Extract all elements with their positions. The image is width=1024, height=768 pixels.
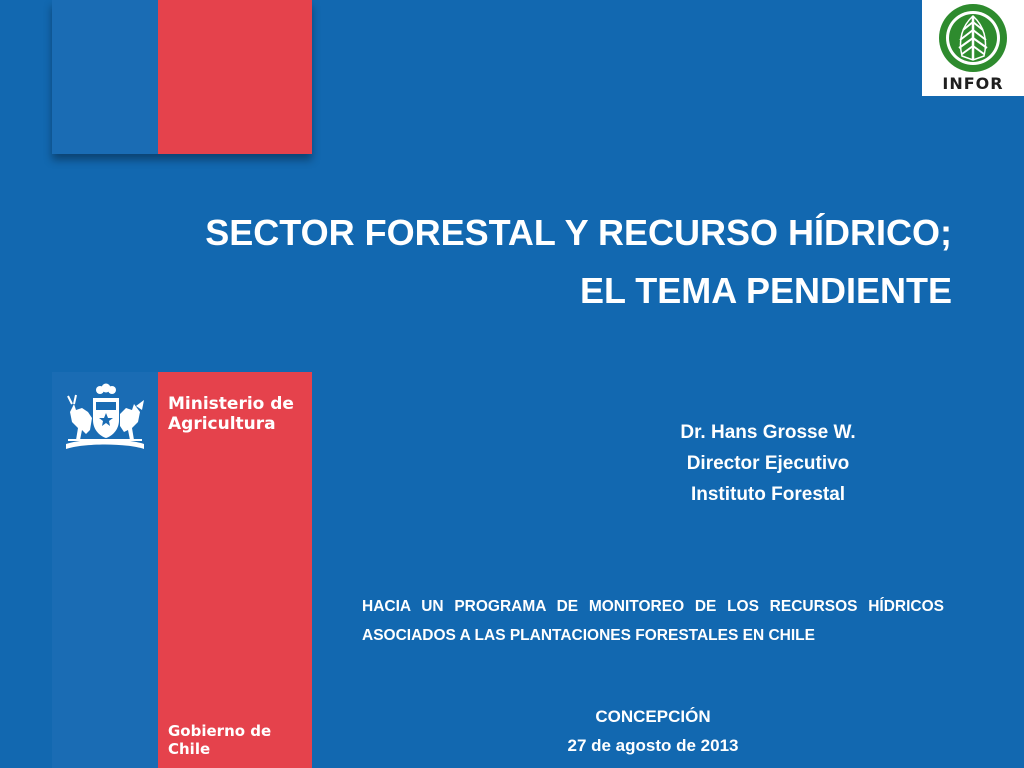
- ministry-banner: [52, 372, 312, 768]
- author-name: Dr. Hans Grosse W.: [680, 422, 856, 443]
- event-date: 27 de agosto de 2013: [567, 736, 739, 755]
- page-title: [72, 204, 952, 320]
- program-description: HACIA UN PROGRAMA DE MONITOREO DE LOS RECURSOS HÍDRICOS ASOCIADOS A LAS PLANTACIONES FORESTALES EN CHILE: [362, 598, 944, 644]
- title-line-1: SECTOR FORESTAL Y RECURSO HÍDRICO;: [205, 212, 952, 253]
- government-name: Gobierno de Chile: [168, 722, 272, 758]
- author-organization: Instituto Forestal: [690, 484, 846, 505]
- ministry-name: Ministerio de Agricultura: [168, 394, 294, 434]
- event-location: CONCEPCIÓN: [595, 707, 711, 726]
- flag-banner-top: [52, 0, 312, 154]
- event-block: [362, 702, 944, 760]
- infor-logo: [922, 0, 1024, 96]
- tree-leaf-icon: [922, 0, 1024, 78]
- logo-text: INFOR: [942, 74, 1004, 93]
- author-role: Director Ejecutivo: [686, 453, 850, 474]
- flag-blue-stripe: [52, 0, 158, 154]
- author-block: [600, 417, 936, 510]
- title-line-2: EL TEMA PENDIENTE: [579, 270, 952, 311]
- coat-of-arms-icon: [60, 382, 150, 454]
- flag-red-stripe: [158, 0, 312, 154]
